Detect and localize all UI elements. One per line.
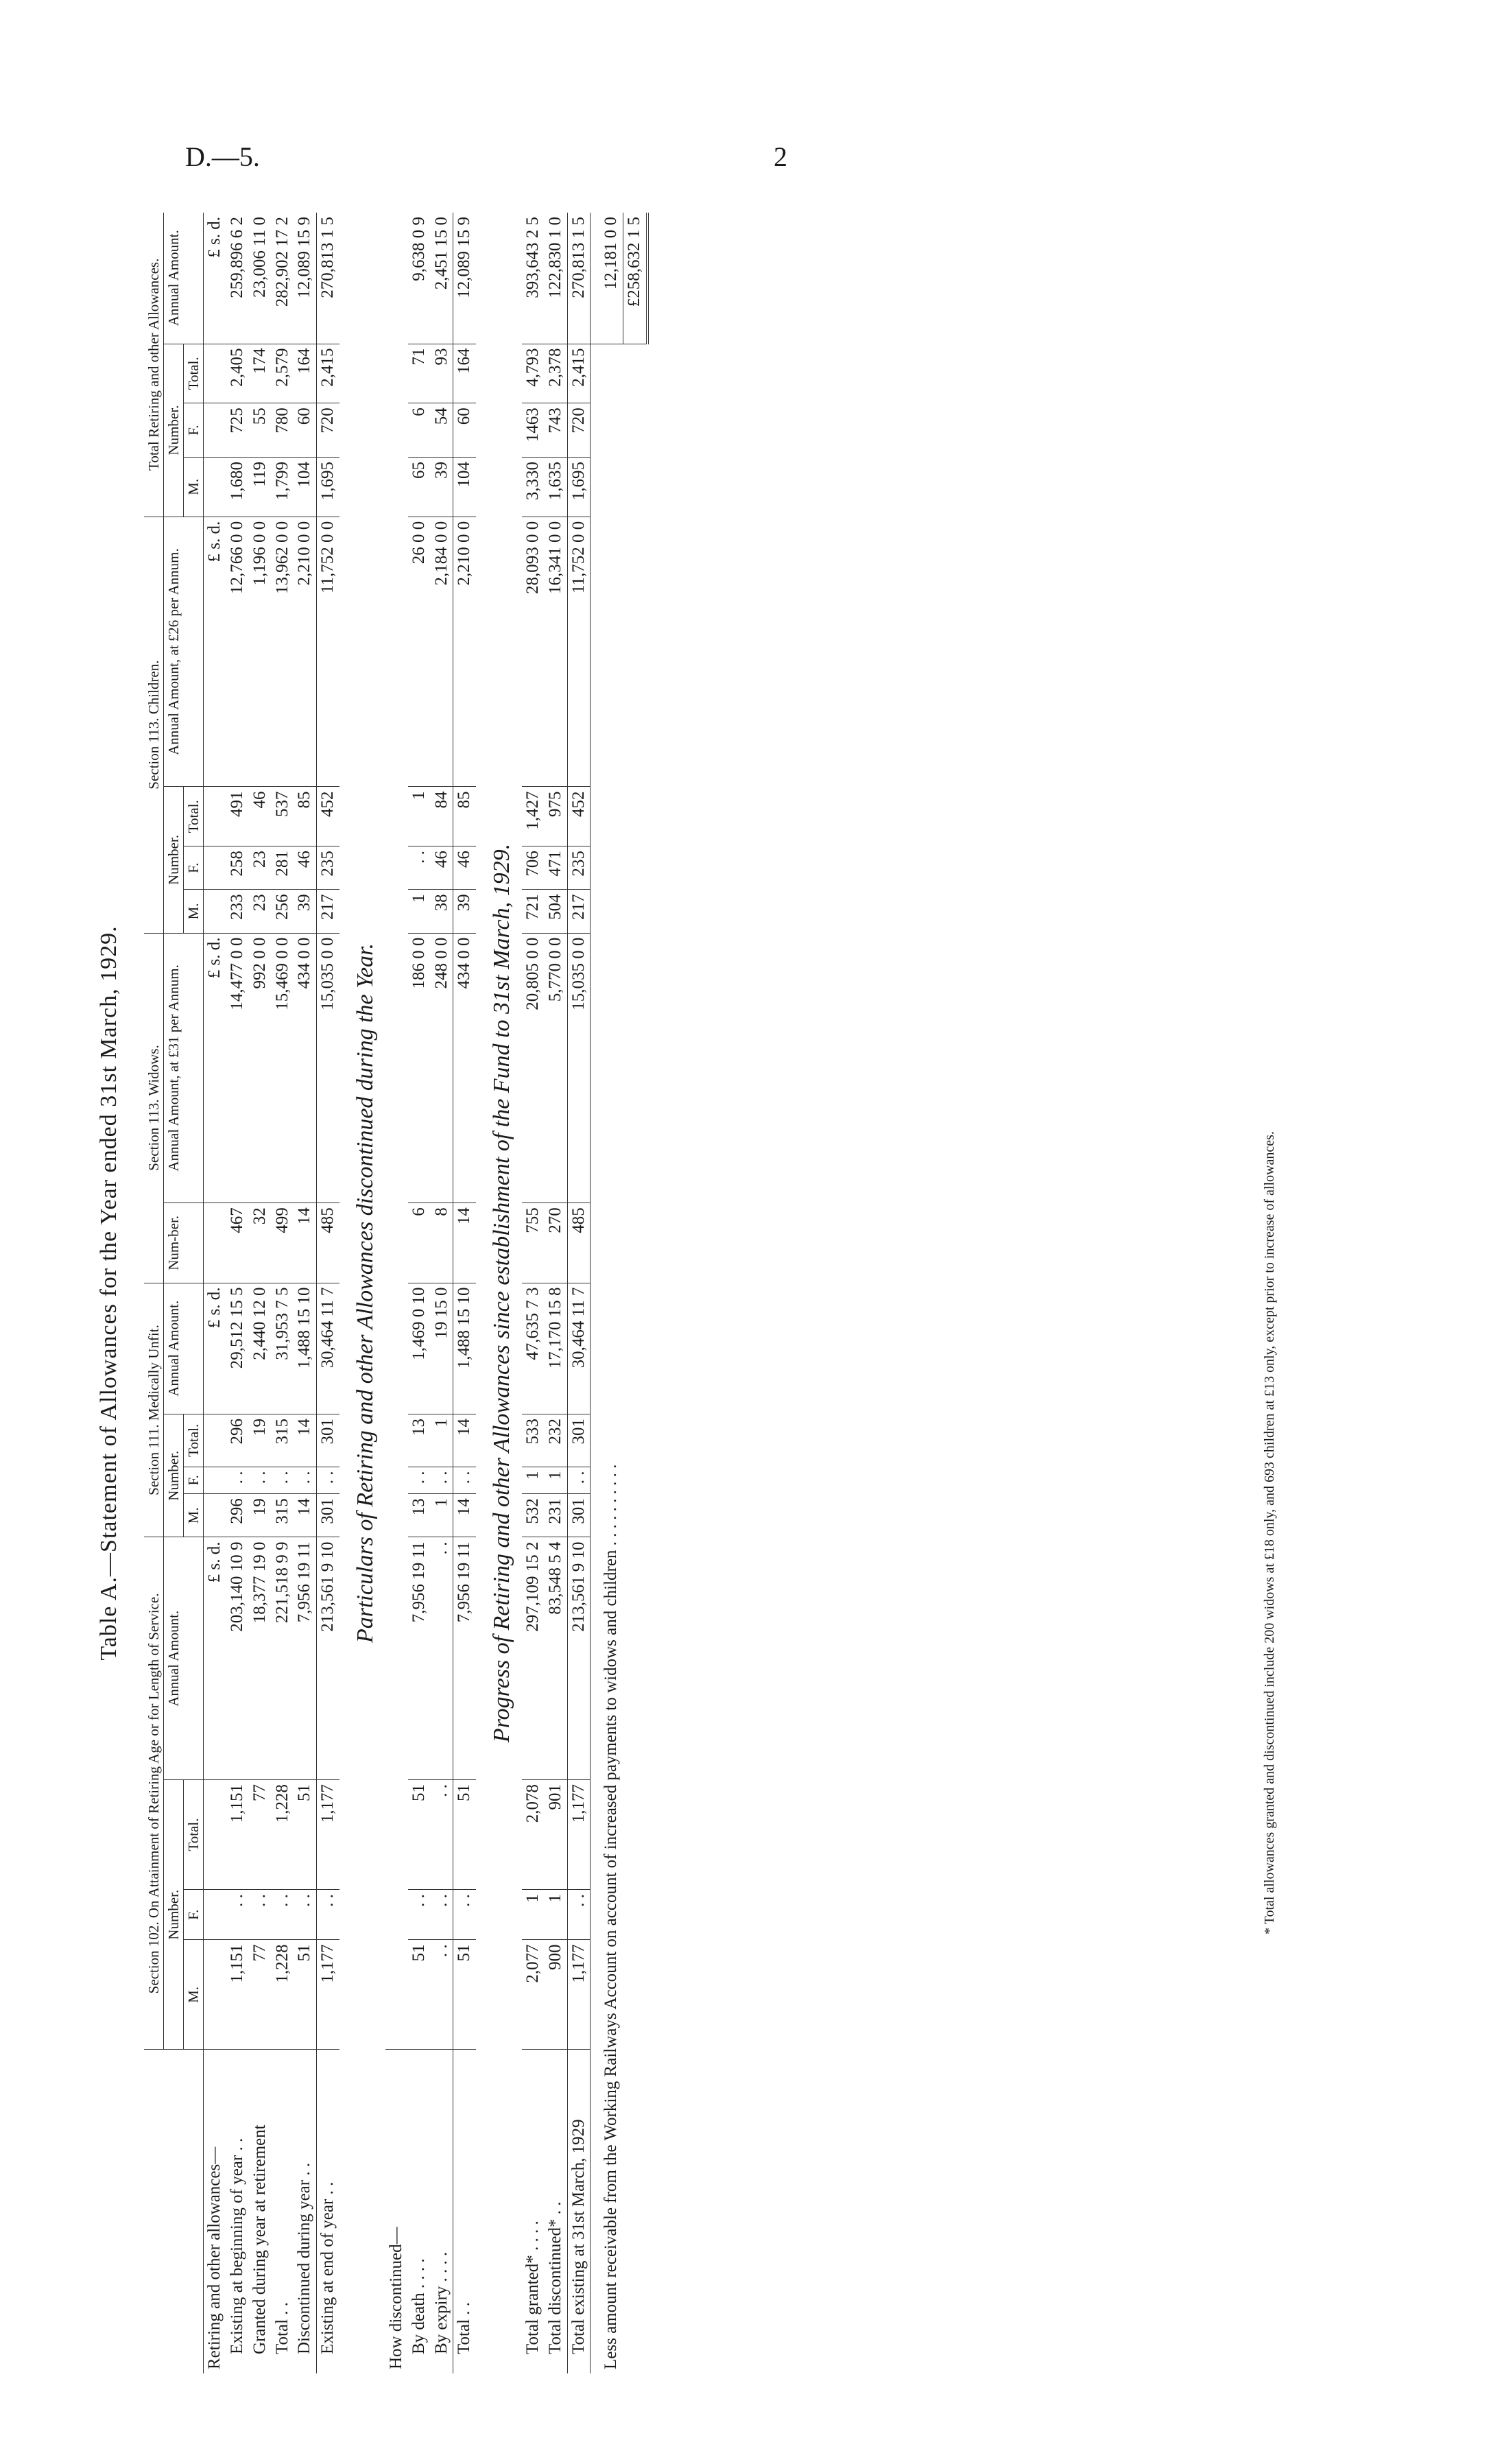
col-m: M. xyxy=(184,890,204,933)
s102-amount-header: Annual Amount. xyxy=(164,1537,204,1780)
table-cell: 1 xyxy=(408,890,431,933)
table-cell: 6 xyxy=(408,1203,431,1283)
table-cell: . . xyxy=(408,1890,431,1940)
table-cell: 18,377 19 0 xyxy=(249,1537,272,1780)
table-cell: . . xyxy=(567,1890,591,1940)
currency-legend: £ s. d. xyxy=(204,1283,226,1414)
table-cell: 992 0 0 xyxy=(249,933,272,1203)
table-cell: 393,643 2 5 xyxy=(522,213,545,344)
table-row xyxy=(226,213,249,2373)
table-cell: 14 xyxy=(294,1414,316,1467)
col-total: Total. xyxy=(184,1414,204,1467)
table-cell: 2,415 xyxy=(567,344,591,403)
table-cell: 14 xyxy=(453,1203,476,1283)
table-cell: 19 xyxy=(249,1414,272,1467)
table-cell: 2,579 xyxy=(272,344,294,403)
table-cell: 122,830 1 0 xyxy=(545,213,567,344)
table-cell: 471 xyxy=(545,846,567,890)
table-cell: 7,956 19 11 xyxy=(294,1537,316,1780)
table-cell: 296 xyxy=(226,1414,249,1467)
s102-header: Section 102. On Attainment of Retiring Age or for Length of Service. xyxy=(144,1537,164,2050)
table-cell: 203,140 10 9 xyxy=(226,1537,249,1780)
table-cell: 259,896 6 2 xyxy=(226,213,249,344)
table-cell: 434 0 0 xyxy=(453,933,476,1203)
table-cell: 4,793 xyxy=(522,344,545,403)
table-cell: 8 xyxy=(431,1203,453,1283)
table-cell: . . xyxy=(272,1890,294,1940)
table-cell: 23,006 11 0 xyxy=(249,213,272,344)
s102-number-header: Number. xyxy=(164,1780,184,2050)
table-cell: 14 xyxy=(453,1494,476,1537)
table-cell: 1,635 xyxy=(545,458,567,517)
table-row xyxy=(272,213,294,2373)
col-m: M. xyxy=(184,458,204,517)
table-cell: 17,170 15 8 xyxy=(545,1283,567,1414)
table-cell: 2,210 0 0 xyxy=(453,517,476,787)
table-cell: . . xyxy=(431,1537,453,1780)
table-cell: 65 xyxy=(408,458,431,517)
table-cell: 47,635 7 3 xyxy=(522,1283,545,1414)
table-cell: 19 15 0 xyxy=(431,1283,453,1414)
table-cell: 258 xyxy=(226,846,249,890)
table-cell: 23 xyxy=(249,890,272,933)
table-cell: 281 xyxy=(272,846,294,890)
table-cell: 71 xyxy=(408,344,431,403)
table-cell: 721 xyxy=(522,890,545,933)
table-row xyxy=(204,213,226,2373)
table-cell: . . xyxy=(408,846,431,890)
table-cell: 1 xyxy=(522,1467,545,1494)
table-cell: 31,953 7 5 xyxy=(272,1283,294,1414)
table-cell: 315 xyxy=(272,1494,294,1537)
table-cell: 39 xyxy=(294,890,316,933)
table-cell: 1,695 xyxy=(317,458,339,517)
footnote: * Total allowances granted and discontinued include 200 widows at £18 only, and 693 children at £13 only, except prior to increase of allowances. xyxy=(1262,1131,1277,1934)
table-cell: . . xyxy=(431,1940,453,2050)
table-cell: 232 xyxy=(545,1414,567,1467)
table-cell: . . xyxy=(249,1467,272,1494)
table-cell: 12,089 15 9 xyxy=(453,213,476,344)
table-cell: 186 0 0 xyxy=(408,933,431,1203)
table-cell: 38 xyxy=(431,890,453,933)
table-cell: 30,464 11 7 xyxy=(567,1283,591,1414)
allowances-table xyxy=(144,213,649,2373)
table-cell: 55 xyxy=(249,403,272,458)
table-cell: 221,518 9 9 xyxy=(272,1537,294,1780)
table-cell: . . xyxy=(431,1780,453,1890)
table-cell: 297,109 15 2 xyxy=(522,1537,545,1780)
total-header: Total Retiring and other Allowances. xyxy=(144,213,164,517)
table-cell: 2,210 0 0 xyxy=(294,517,316,787)
table-cell: 7,956 19 11 xyxy=(408,1537,431,1780)
row-label: How discontinued— xyxy=(387,2227,406,2369)
table-cell: 14 xyxy=(294,1494,316,1537)
table-cell: . . xyxy=(431,1890,453,1940)
table-cell: 174 xyxy=(249,344,272,403)
table-cell: 1,151 xyxy=(226,1940,249,2050)
table-cell: 46 xyxy=(453,846,476,890)
table-row xyxy=(317,213,339,2373)
table-cell: 706 xyxy=(522,846,545,890)
table-cell: 467 xyxy=(226,1203,249,1283)
table-cell: 20,805 0 0 xyxy=(522,933,545,1203)
table-cell: 1 xyxy=(431,1494,453,1537)
table-cell: 9,638 0 9 xyxy=(408,213,431,344)
table-cell: 5,770 0 0 xyxy=(545,933,567,1203)
table-cell: 491 xyxy=(226,787,249,846)
table-cell: 532 xyxy=(522,1494,545,1537)
table-cell: 84 xyxy=(431,787,453,846)
table-cell: 15,035 0 0 xyxy=(317,933,339,1203)
table-cell: 1 xyxy=(545,1890,567,1940)
table-row xyxy=(385,213,408,2373)
table-cell: 51 xyxy=(453,1780,476,1890)
row-label: Discontinued during year . . xyxy=(295,2162,314,2354)
table-cell: 720 xyxy=(567,403,591,458)
table-cell: 54 xyxy=(431,403,453,458)
table-cell: . . xyxy=(272,1467,294,1494)
table-cell: . . xyxy=(317,1467,339,1494)
currency-legend: £ s. d. xyxy=(204,1537,226,1780)
page-number: 2 xyxy=(774,141,787,172)
table-cell: 60 xyxy=(294,403,316,458)
currency-legend: £ s. d. xyxy=(204,933,226,1203)
row-label: Existing at beginning of year . . xyxy=(228,2137,247,2354)
table-row xyxy=(522,213,545,2373)
table-cell: 7,956 19 11 xyxy=(453,1537,476,1780)
row-label: Total existing at 31st March, 1929 xyxy=(567,2050,591,2373)
row-label: By expiry . . . . xyxy=(431,2251,451,2354)
table-cell: 164 xyxy=(294,344,316,403)
table-cell: 301 xyxy=(317,1414,339,1467)
s111-amount-header: Annual Amount. xyxy=(164,1283,204,1414)
row-label: Total . . xyxy=(453,2050,476,2373)
table-row xyxy=(249,213,272,2373)
table-cell: 1,228 xyxy=(272,1940,294,2050)
table-cell: 83,548 5 4 xyxy=(545,1537,567,1780)
row-label: Total granted* . . . . xyxy=(523,2220,542,2354)
col-total: Total. xyxy=(184,787,204,846)
total-number-header: Number. xyxy=(164,344,184,517)
table-cell: . . xyxy=(453,1467,476,1494)
table-cell: 13,962 0 0 xyxy=(272,517,294,787)
row-label: Total discontinued* . . xyxy=(545,2201,564,2354)
table-cell: 13 xyxy=(408,1414,431,1467)
currency-legend: £ s. d. xyxy=(204,213,226,344)
total-amount-header: Annual Amount. xyxy=(164,213,204,344)
col-f: F. xyxy=(184,846,204,890)
table-cell: 85 xyxy=(294,787,316,846)
table-cell: 900 xyxy=(545,1940,567,2050)
table-row xyxy=(591,213,623,2373)
table-cell: 119 xyxy=(249,458,272,517)
table-cell: 256 xyxy=(272,890,294,933)
table-cell: 301 xyxy=(567,1414,591,1467)
table-cell: 32 xyxy=(249,1203,272,1283)
row-label: Existing at end of year . . xyxy=(317,2050,339,2373)
table-cell: 301 xyxy=(567,1494,591,1537)
table-cell: 1 xyxy=(522,1890,545,1940)
table-cell: 46 xyxy=(294,846,316,890)
table-cell: 15,469 0 0 xyxy=(272,933,294,1203)
table-cell: 39 xyxy=(453,890,476,933)
less-amount-value: 12,181 0 0 xyxy=(591,213,623,344)
table-cell: 46 xyxy=(431,846,453,890)
table-cell: 1,196 0 0 xyxy=(249,517,272,787)
col-f: F. xyxy=(184,1890,204,1940)
table-cell: 452 xyxy=(317,787,339,846)
table-cell: 2,378 xyxy=(545,344,567,403)
table-cell: 1,680 xyxy=(226,458,249,517)
table-cell: 1,177 xyxy=(567,1940,591,2050)
s111-header: Section 111. Medically Unfit. xyxy=(144,1283,164,1537)
page-code: D.—5. xyxy=(185,141,260,172)
table-cell: 1 xyxy=(431,1414,453,1467)
table-row xyxy=(294,213,316,2373)
less-amount-label: Less amount receivable from the Working Railways Account on account of increased payments to widows and children . . . . . . . . . . xyxy=(591,344,623,2373)
table-cell: 1,799 xyxy=(272,458,294,517)
table-cell: 16,341 0 0 xyxy=(545,517,567,787)
col-f: F. xyxy=(184,403,204,458)
table-cell: 2,184 0 0 xyxy=(431,517,453,787)
table-cell: 217 xyxy=(567,890,591,933)
table-cell: 60 xyxy=(453,403,476,458)
table-cell: 270 xyxy=(545,1203,567,1283)
table-cell: 217 xyxy=(317,890,339,933)
table-cell: 296 xyxy=(226,1494,249,1537)
table-cell: 780 xyxy=(272,403,294,458)
s113w-header: Section 113. Widows. xyxy=(144,933,164,1283)
table-cell: 1463 xyxy=(522,403,545,458)
table-cell: 725 xyxy=(226,403,249,458)
section-heading-row xyxy=(476,213,522,2373)
table-cell: 235 xyxy=(567,846,591,890)
table-cell: 12,089 15 9 xyxy=(294,213,316,344)
row-label: Granted during year at retirement xyxy=(250,2124,269,2354)
col-total: Total. xyxy=(184,1780,204,1890)
table-cell: 77 xyxy=(249,1940,272,2050)
table-cell: 235 xyxy=(317,846,339,890)
table-cell: 901 xyxy=(545,1780,567,1890)
table-cell: 248 0 0 xyxy=(431,933,453,1203)
table-cell: . . xyxy=(431,1467,453,1494)
table-cell: 975 xyxy=(545,787,567,846)
s111-number-header: Number. xyxy=(164,1414,184,1537)
table-row xyxy=(623,213,647,2373)
table-cell: 231 xyxy=(545,1494,567,1537)
table-cell: 51 xyxy=(408,1780,431,1890)
table-cell: 485 xyxy=(567,1203,591,1283)
row-label: Total . . xyxy=(272,2301,291,2354)
table-cell: . . xyxy=(294,1467,316,1494)
table-cell: 30,464 11 7 xyxy=(317,1283,339,1414)
table-cell: 315 xyxy=(272,1414,294,1467)
table-cell: . . xyxy=(408,1467,431,1494)
s113c-number-header: Number. xyxy=(164,787,184,933)
table-cell: 51 xyxy=(408,1940,431,2050)
table-cell: 1,469 0 10 xyxy=(408,1283,431,1414)
table-cell: 504 xyxy=(545,890,567,933)
col-m: M. xyxy=(184,1494,204,1537)
table-cell: 1 xyxy=(545,1467,567,1494)
table-cell: 104 xyxy=(453,458,476,517)
table-cell: 270,813 1 5 xyxy=(567,213,591,344)
table-cell: 1,695 xyxy=(567,458,591,517)
table-cell: 12,766 0 0 xyxy=(226,517,249,787)
row-label: By death . . . . xyxy=(409,2258,428,2354)
table-cell: 213,561 9 10 xyxy=(317,1537,339,1780)
table-cell: 485 xyxy=(317,1203,339,1283)
table-cell: 2,405 xyxy=(226,344,249,403)
table-cell: 19 xyxy=(249,1494,272,1537)
table-cell: 537 xyxy=(272,787,294,846)
table-cell: 2,078 xyxy=(522,1780,545,1890)
s113w-amount-header: Annual Amount, at £31 per Annum. xyxy=(164,933,204,1203)
table-cell: 14 xyxy=(453,1414,476,1467)
table-title: Table A.—Statement of Allowances for the Year ended 31st March, 1929. xyxy=(96,925,121,1661)
table-cell: 164 xyxy=(453,344,476,403)
table-row xyxy=(408,213,431,2373)
table-cell: . . xyxy=(226,1890,249,1940)
table-cell: 29,512 15 5 xyxy=(226,1283,249,1414)
table-cell: . . xyxy=(567,1467,591,1494)
table-cell: 46 xyxy=(249,787,272,846)
table-cell: 213,561 9 10 xyxy=(567,1537,591,1780)
table-cell: 2,415 xyxy=(317,344,339,403)
table-cell: . . xyxy=(453,1890,476,1940)
label-column-header xyxy=(144,2050,204,2373)
table-cell: 26 0 0 xyxy=(408,517,431,787)
table-cell: 77 xyxy=(249,1780,272,1890)
particulars-heading: Particulars of Retiring and other Allowances discontinued during the Year. xyxy=(352,943,378,1643)
table-cell: 720 xyxy=(317,403,339,458)
table-cell: 282,902 17 2 xyxy=(272,213,294,344)
table-cell: 301 xyxy=(317,1494,339,1537)
table-cell: 499 xyxy=(272,1203,294,1283)
table-cell: 51 xyxy=(294,1940,316,2050)
table-cell: . . xyxy=(317,1890,339,1940)
table-cell: 2,440 12 0 xyxy=(249,1283,272,1414)
table-cell: 51 xyxy=(294,1780,316,1890)
currency-legend: £ s. d. xyxy=(204,517,226,787)
net-total-value: £258,632 1 5 xyxy=(623,213,647,344)
table-cell: 1,151 xyxy=(226,1780,249,1890)
table-cell: 533 xyxy=(522,1414,545,1467)
table-cell: 15,035 0 0 xyxy=(567,933,591,1203)
s113c-header: Section 113. Children. xyxy=(144,517,164,933)
table-cell: 755 xyxy=(522,1203,545,1283)
table-cell: 14,477 0 0 xyxy=(226,933,249,1203)
table-cell: 270,813 1 5 xyxy=(317,213,339,344)
table-row xyxy=(453,213,476,2373)
section-heading-row xyxy=(339,213,385,2373)
table-cell: 6 xyxy=(408,403,431,458)
table-row xyxy=(567,213,591,2373)
table-cell: 85 xyxy=(453,787,476,846)
table-cell: 233 xyxy=(226,890,249,933)
table-cell: 93 xyxy=(431,344,453,403)
table-cell: 1,177 xyxy=(317,1780,339,1890)
progress-heading: Progress of Retiring and other Allowances since establishment of the Fund to 31st March, 1929. xyxy=(489,843,515,1743)
table-cell: 2,451 15 0 xyxy=(431,213,453,344)
table-cell: 39 xyxy=(431,458,453,517)
col-f: F. xyxy=(184,1467,204,1494)
table-cell: . . xyxy=(226,1467,249,1494)
row-label: Retiring and other allowances— xyxy=(205,2146,224,2369)
table-cell: . . xyxy=(294,1890,316,1940)
table-cell: 2,077 xyxy=(522,1940,545,2050)
table-cell: 1,177 xyxy=(567,1780,591,1890)
rotated-table-page xyxy=(96,213,1303,2373)
table-cell: . . xyxy=(249,1890,272,1940)
s113c-amount-header: Annual Amount, at £26 per Annum. xyxy=(164,517,204,787)
table-cell: 1 xyxy=(408,787,431,846)
table-cell: 743 xyxy=(545,403,567,458)
table-cell: 104 xyxy=(294,458,316,517)
table-row xyxy=(545,213,567,2373)
col-total: Total. xyxy=(184,344,204,403)
s113w-number-header: Num-ber. xyxy=(164,1203,204,1283)
table-cell: 1,228 xyxy=(272,1780,294,1890)
table-cell: 51 xyxy=(453,1940,476,2050)
col-m: M. xyxy=(184,1940,204,2050)
table-cell: 1,488 15 10 xyxy=(294,1283,316,1414)
table-cell: 1,427 xyxy=(522,787,545,846)
table-cell: 13 xyxy=(408,1494,431,1537)
table-cell: 11,752 0 0 xyxy=(567,517,591,787)
table-cell: 3,330 xyxy=(522,458,545,517)
table-cell: 23 xyxy=(249,846,272,890)
table-row xyxy=(431,213,453,2373)
table-cell: 434 0 0 xyxy=(294,933,316,1203)
table-cell: 14 xyxy=(294,1203,316,1283)
table-cell: 1,177 xyxy=(317,1940,339,2050)
table-cell: 28,093 0 0 xyxy=(522,517,545,787)
table-cell: 1,488 15 10 xyxy=(453,1283,476,1414)
table-cell: 11,752 0 0 xyxy=(317,517,339,787)
table-cell: 452 xyxy=(567,787,591,846)
